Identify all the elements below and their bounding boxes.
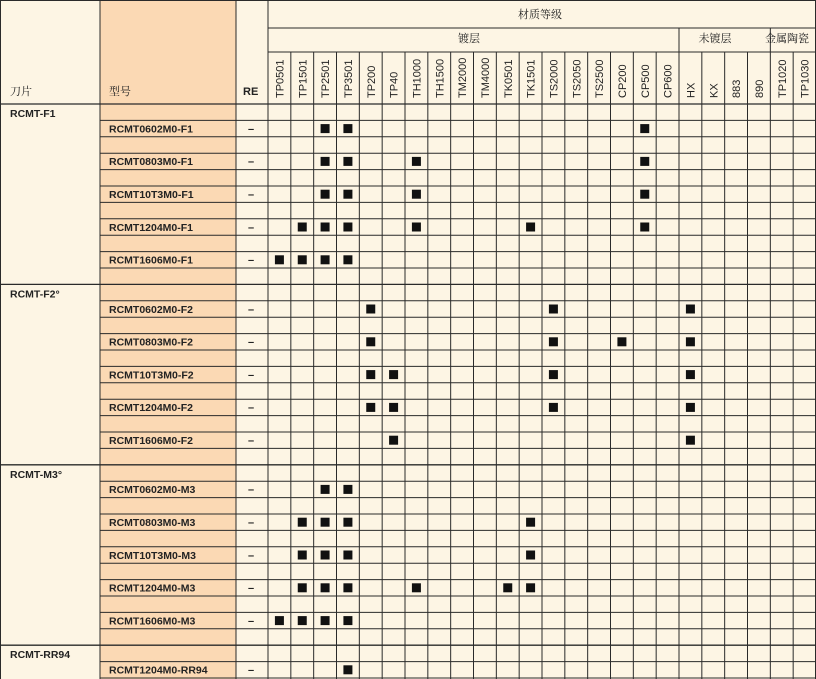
grade-header-tp200: TP200 xyxy=(365,65,378,98)
grade-mark-tp2501 xyxy=(321,485,330,494)
grade-mark-tk1501 xyxy=(526,551,535,560)
grade-mark-ts2000 xyxy=(549,370,558,379)
grade-mark-ts2000 xyxy=(549,403,558,412)
grade-mark-tp200 xyxy=(366,403,375,412)
grade-mark-tp200 xyxy=(366,337,375,346)
grade-header-tk0501: TK0501 xyxy=(502,59,515,98)
grade-mark-tp2501 xyxy=(321,255,330,264)
grade-mark-tp3501 xyxy=(343,518,352,527)
grade-mark-tp1501 xyxy=(298,223,307,232)
grade-mark-tp200 xyxy=(366,370,375,379)
grade-header-ts2000: TS2000 xyxy=(548,59,561,98)
grade-mark-tp2501 xyxy=(321,583,330,592)
re-value: – xyxy=(247,615,255,628)
grade-mark-tp40 xyxy=(389,436,398,445)
model-name: RCMT0602M0-F2 xyxy=(109,303,194,316)
re-value: – xyxy=(247,123,255,136)
grade-header-tk1501: TK1501 xyxy=(525,59,538,98)
grade-mark-tp40 xyxy=(389,403,398,412)
grade-header-883: 883 xyxy=(731,79,744,98)
grade-header-tp0501: TP0501 xyxy=(274,59,287,98)
grade-header-tp1030: TP1030 xyxy=(799,59,812,98)
grade-header-hx: HX xyxy=(685,82,698,98)
grade-header-tp1020: TP1020 xyxy=(776,59,789,98)
grade-mark-tp3501 xyxy=(343,255,352,264)
model-name: RCMT10T3M0-F1 xyxy=(109,189,194,201)
insert-header: 刀片 xyxy=(10,85,32,98)
model-name: RCMT0602M0-M3 xyxy=(109,484,196,497)
re-value: – xyxy=(247,303,255,316)
grade-mark-tp3501 xyxy=(343,551,352,560)
group-label: RCMT-F1 xyxy=(10,108,56,120)
grade-mark-tp2501 xyxy=(321,124,330,133)
grade-header-cp600: CP600 xyxy=(662,64,675,98)
grade-header-tp40: TP40 xyxy=(388,71,401,98)
grade-mark-tp1501 xyxy=(298,583,307,592)
cermet-header: 金属陶瓷 xyxy=(765,32,809,45)
grade-mark-tp1501 xyxy=(298,551,307,560)
grade-mark-tp3501 xyxy=(343,190,352,199)
grade-mark-tp3501 xyxy=(343,223,352,232)
grade-mark-tp40 xyxy=(389,370,398,379)
grade-mark-cp200 xyxy=(617,337,626,346)
grade-mark-tp200 xyxy=(366,305,375,314)
grade-mark-tp3501 xyxy=(343,583,352,592)
grade-mark-tk0501 xyxy=(503,583,512,592)
group-label: RCMT-RR94 xyxy=(10,649,71,662)
grade-mark-tp2501 xyxy=(321,157,330,166)
re-value: – xyxy=(247,517,255,529)
grade-mark-tp3501 xyxy=(343,616,352,625)
model-name: RCMT1204M0-F1 xyxy=(109,221,194,234)
grade-header-tp3501: TP3501 xyxy=(342,59,355,98)
grade-mark-ts2000 xyxy=(549,305,558,314)
grade-mark-th1000 xyxy=(412,157,421,166)
re-value: – xyxy=(247,435,255,447)
grade-mark-th1000 xyxy=(412,190,421,199)
grade-header-ts2500: TS2500 xyxy=(594,59,607,98)
grade-mark-tp3501 xyxy=(343,157,352,166)
group-label: RCMT-M3° xyxy=(10,468,63,481)
grade-column-headers xyxy=(274,58,811,98)
grade-mark-tp0501 xyxy=(275,255,284,264)
model-name: RCMT1204M0-RR94 xyxy=(109,664,208,677)
grade-header-cp200: CP200 xyxy=(616,64,629,98)
grade-mark-ts2000 xyxy=(549,337,558,346)
model-name: RCMT1606M0-M3 xyxy=(109,615,196,628)
model-name: RCMT1204M0-F2 xyxy=(109,402,194,415)
re-value: – xyxy=(247,254,255,267)
grade-mark-tp1501 xyxy=(298,518,307,527)
grade-mark-hx xyxy=(686,436,695,445)
grade-header-tp1501: TP1501 xyxy=(297,59,310,98)
re-value: – xyxy=(247,549,255,562)
re-header: RE xyxy=(243,86,259,98)
re-value: – xyxy=(247,369,255,382)
grade-mark-tp2501 xyxy=(321,551,330,560)
grade-header-890: 890 xyxy=(753,79,766,98)
re-value: – xyxy=(247,221,255,234)
grade-header-ts2050: TS2050 xyxy=(571,59,584,98)
grade-mark-hx xyxy=(686,370,695,379)
grade-mark-tp0501 xyxy=(275,616,284,625)
grade-mark-hx xyxy=(686,337,695,346)
grade-header-th1500: TH1500 xyxy=(434,58,447,98)
re-value: – xyxy=(247,484,255,497)
model-name: RCMT10T3M0-F2 xyxy=(109,369,194,382)
grade-mark-tk1501 xyxy=(526,223,535,232)
grade-mark-tp2501 xyxy=(321,223,330,232)
grade-mark-cp500 xyxy=(640,190,649,199)
grade-mark-cp500 xyxy=(640,124,649,133)
material-grade-header: 材质等级 xyxy=(518,8,562,21)
grade-header-cp500: CP500 xyxy=(639,64,652,98)
grade-mark-hx xyxy=(686,403,695,412)
re-value: – xyxy=(247,664,255,677)
group-label: RCMT-F2° xyxy=(10,288,60,301)
grade-mark-tp3501 xyxy=(343,665,352,674)
model-name: RCMT0803M0-F2 xyxy=(109,336,194,349)
grade-mark-hx xyxy=(686,305,695,314)
model-name: RCMT0803M0-M3 xyxy=(109,517,196,529)
grade-mark-tp1501 xyxy=(298,255,307,264)
model-name: RCMT1606M0-F2 xyxy=(109,435,194,447)
grade-mark-tk1501 xyxy=(526,518,535,527)
grade-mark-tk1501 xyxy=(526,583,535,592)
model-name: RCMT1606M0-F1 xyxy=(109,254,194,267)
grade-mark-tp2501 xyxy=(321,190,330,199)
grade-header-tp2501: TP2501 xyxy=(320,59,333,98)
grade-mark-cp500 xyxy=(640,223,649,232)
grade-mark-cp500 xyxy=(640,157,649,166)
grade-mark-th1000 xyxy=(412,583,421,592)
model-name: RCMT0803M0-F1 xyxy=(109,156,194,169)
model-name: RCMT0602M0-F1 xyxy=(109,123,194,136)
grade-mark-tp2501 xyxy=(321,616,330,625)
grade-mark-tp2501 xyxy=(321,518,330,527)
coated-header: 镀层 xyxy=(458,32,480,45)
grade-header-kx: KX xyxy=(708,83,721,98)
model-name: RCMT1204M0-M3 xyxy=(109,582,196,595)
re-value: – xyxy=(247,156,255,169)
grade-mark-th1000 xyxy=(412,223,421,232)
grade-header-th1000: TH1000 xyxy=(411,58,424,98)
re-value: – xyxy=(247,402,255,415)
grade-mark-tp3501 xyxy=(343,124,352,133)
model-header: 型号 xyxy=(109,85,131,98)
re-value: – xyxy=(247,582,255,595)
model-name: RCMT10T3M0-M3 xyxy=(109,549,196,562)
re-value: – xyxy=(247,189,255,201)
uncoated-header: 未镀层 xyxy=(698,32,732,45)
grade-mark-tp3501 xyxy=(343,485,352,494)
grade-header-tm4000: TM4000 xyxy=(479,57,492,98)
grade-header-tm2000: TM2000 xyxy=(457,57,470,98)
grade-mark-tp1501 xyxy=(298,616,307,625)
re-value: – xyxy=(247,336,255,349)
